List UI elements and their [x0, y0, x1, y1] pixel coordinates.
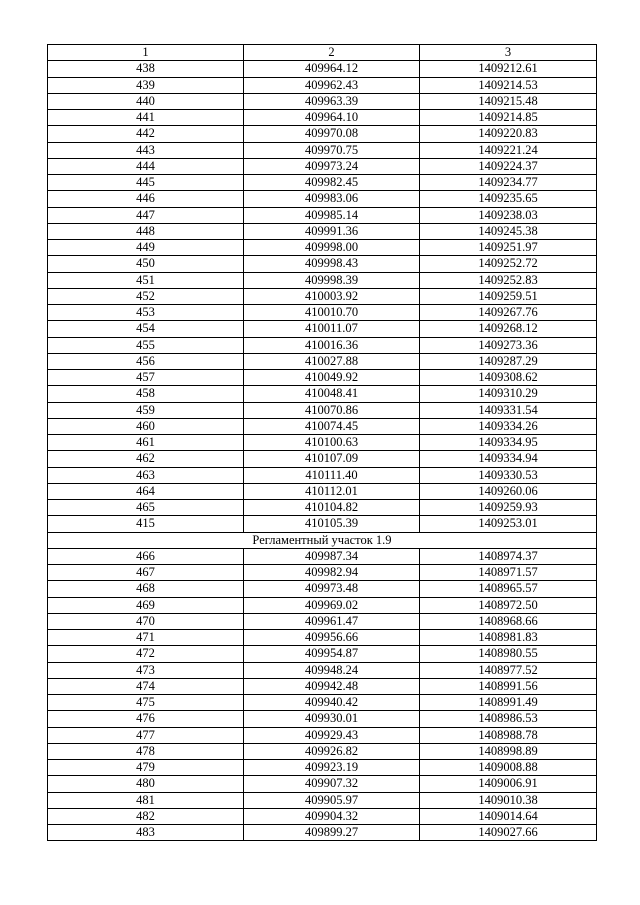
point-number-cell: 444 — [48, 158, 244, 174]
point-number-cell: 465 — [48, 500, 244, 516]
x-coordinate-cell: 409956.66 — [244, 630, 420, 646]
point-number-cell: 470 — [48, 613, 244, 629]
point-number-cell: 481 — [48, 792, 244, 808]
table-row — [48, 191, 597, 207]
point-number-cell: 441 — [48, 110, 244, 126]
x-coordinate-cell: 409985.14 — [244, 207, 420, 223]
x-coordinate-cell: 409930.01 — [244, 711, 420, 727]
x-coordinate-cell: 409948.24 — [244, 662, 420, 678]
coordinates-table — [47, 44, 597, 841]
table-row — [48, 483, 597, 499]
point-number-cell: 471 — [48, 630, 244, 646]
table-row — [48, 288, 597, 304]
x-coordinate-cell: 409907.32 — [244, 776, 420, 792]
x-coordinate-cell: 409998.43 — [244, 256, 420, 272]
x-coordinate-cell: 409964.10 — [244, 110, 420, 126]
y-coordinate-cell: 1409214.85 — [420, 110, 597, 126]
point-number-cell: 482 — [48, 808, 244, 824]
table-row — [48, 175, 597, 191]
point-number-cell: 477 — [48, 727, 244, 743]
y-coordinate-cell: 1409235.65 — [420, 191, 597, 207]
x-coordinate-cell: 409970.75 — [244, 142, 420, 158]
y-coordinate-cell: 1408986.53 — [420, 711, 597, 727]
table-row — [48, 142, 597, 158]
coordinates-table-body — [48, 45, 597, 841]
table-row — [48, 158, 597, 174]
y-coordinate-cell: 1409224.37 — [420, 158, 597, 174]
x-coordinate-cell: 409899.27 — [244, 825, 420, 841]
y-coordinate-cell: 1409252.83 — [420, 272, 597, 288]
y-coordinate-cell: 1408998.89 — [420, 743, 597, 759]
y-coordinate-cell: 1409260.06 — [420, 483, 597, 499]
point-number-cell: 468 — [48, 581, 244, 597]
table-row — [48, 630, 597, 646]
y-coordinate-cell: 1409027.66 — [420, 825, 597, 841]
y-coordinate-cell: 1409234.77 — [420, 175, 597, 191]
table-row — [48, 353, 597, 369]
y-coordinate-cell: 1409010.38 — [420, 792, 597, 808]
x-coordinate-cell: 409929.43 — [244, 727, 420, 743]
header-cell-x-coordinate: 2 — [244, 45, 420, 61]
table-row — [48, 825, 597, 841]
section-row — [48, 532, 597, 548]
point-number-cell: 483 — [48, 825, 244, 841]
y-coordinate-cell: 1409238.03 — [420, 207, 597, 223]
y-coordinate-cell: 1409214.53 — [420, 77, 597, 93]
point-number-cell: 438 — [48, 61, 244, 77]
x-coordinate-cell: 409982.94 — [244, 565, 420, 581]
table-row — [48, 792, 597, 808]
y-coordinate-cell: 1409308.62 — [420, 370, 597, 386]
table-row — [48, 207, 597, 223]
table-row — [48, 548, 597, 564]
y-coordinate-cell: 1409273.36 — [420, 337, 597, 353]
point-number-cell: 445 — [48, 175, 244, 191]
table-row — [48, 126, 597, 142]
y-coordinate-cell: 1409006.91 — [420, 776, 597, 792]
point-number-cell: 454 — [48, 321, 244, 337]
y-coordinate-cell: 1409330.53 — [420, 467, 597, 483]
table-row — [48, 110, 597, 126]
table-row — [48, 597, 597, 613]
point-number-cell: 457 — [48, 370, 244, 386]
y-coordinate-cell: 1409245.38 — [420, 223, 597, 239]
x-coordinate-cell: 410107.09 — [244, 451, 420, 467]
x-coordinate-cell: 410011.07 — [244, 321, 420, 337]
x-coordinate-cell: 409998.39 — [244, 272, 420, 288]
section-title: Регламентный участок 1.9 — [48, 532, 597, 548]
y-coordinate-cell: 1409310.29 — [420, 386, 597, 402]
x-coordinate-cell: 409942.48 — [244, 678, 420, 694]
point-number-cell: 463 — [48, 467, 244, 483]
point-number-cell: 447 — [48, 207, 244, 223]
point-number-cell: 449 — [48, 240, 244, 256]
y-coordinate-cell: 1409014.64 — [420, 808, 597, 824]
table-row — [48, 451, 597, 467]
y-coordinate-cell: 1408974.37 — [420, 548, 597, 564]
point-number-cell: 469 — [48, 597, 244, 613]
x-coordinate-cell: 409987.34 — [244, 548, 420, 564]
y-coordinate-cell: 1409334.26 — [420, 418, 597, 434]
point-number-cell: 452 — [48, 288, 244, 304]
y-coordinate-cell: 1408988.78 — [420, 727, 597, 743]
header-cell-y-coordinate: 3 — [420, 45, 597, 61]
y-coordinate-cell: 1409259.51 — [420, 288, 597, 304]
y-coordinate-cell: 1408965.57 — [420, 581, 597, 597]
x-coordinate-cell: 409954.87 — [244, 646, 420, 662]
y-coordinate-cell: 1409287.29 — [420, 353, 597, 369]
table-row — [48, 223, 597, 239]
point-number-cell: 480 — [48, 776, 244, 792]
point-number-cell: 460 — [48, 418, 244, 434]
point-number-cell: 439 — [48, 77, 244, 93]
y-coordinate-cell: 1408977.52 — [420, 662, 597, 678]
table-row — [48, 386, 597, 402]
table-row — [48, 678, 597, 694]
point-number-cell: 474 — [48, 678, 244, 694]
table-row — [48, 337, 597, 353]
y-coordinate-cell: 1409252.72 — [420, 256, 597, 272]
point-number-cell: 464 — [48, 483, 244, 499]
point-number-cell: 440 — [48, 93, 244, 109]
y-coordinate-cell: 1408991.56 — [420, 678, 597, 694]
x-coordinate-cell: 409963.39 — [244, 93, 420, 109]
y-coordinate-cell: 1409251.97 — [420, 240, 597, 256]
x-coordinate-cell: 410070.86 — [244, 402, 420, 418]
table-row — [48, 256, 597, 272]
table-row — [48, 467, 597, 483]
point-number-cell: 443 — [48, 142, 244, 158]
table-row — [48, 77, 597, 93]
table-row — [48, 418, 597, 434]
point-number-cell: 475 — [48, 695, 244, 711]
point-number-cell: 455 — [48, 337, 244, 353]
point-number-cell: 467 — [48, 565, 244, 581]
point-number-cell: 472 — [48, 646, 244, 662]
point-number-cell: 466 — [48, 548, 244, 564]
x-coordinate-cell: 410003.92 — [244, 288, 420, 304]
x-coordinate-cell: 409970.08 — [244, 126, 420, 142]
point-number-cell: 462 — [48, 451, 244, 467]
point-number-cell: 451 — [48, 272, 244, 288]
table-row — [48, 743, 597, 759]
point-number-cell: 442 — [48, 126, 244, 142]
table-row — [48, 516, 597, 532]
y-coordinate-cell: 1409215.48 — [420, 93, 597, 109]
table-row — [48, 646, 597, 662]
x-coordinate-cell: 409904.32 — [244, 808, 420, 824]
table-row — [48, 760, 597, 776]
y-coordinate-cell: 1409334.95 — [420, 435, 597, 451]
point-number-cell: 479 — [48, 760, 244, 776]
y-coordinate-cell: 1409268.12 — [420, 321, 597, 337]
x-coordinate-cell: 410048.41 — [244, 386, 420, 402]
point-number-cell: 456 — [48, 353, 244, 369]
x-coordinate-cell: 409991.36 — [244, 223, 420, 239]
x-coordinate-cell: 410100.63 — [244, 435, 420, 451]
y-coordinate-cell: 1409334.94 — [420, 451, 597, 467]
table-row — [48, 402, 597, 418]
table-row — [48, 93, 597, 109]
x-coordinate-cell: 410010.70 — [244, 305, 420, 321]
point-number-cell: 415 — [48, 516, 244, 532]
x-coordinate-cell: 409905.97 — [244, 792, 420, 808]
x-coordinate-cell: 410111.40 — [244, 467, 420, 483]
table-header-row — [48, 45, 597, 61]
y-coordinate-cell: 1408971.57 — [420, 565, 597, 581]
x-coordinate-cell: 409964.12 — [244, 61, 420, 77]
y-coordinate-cell: 1409008.88 — [420, 760, 597, 776]
y-coordinate-cell: 1409221.24 — [420, 142, 597, 158]
table-row — [48, 808, 597, 824]
table-row — [48, 776, 597, 792]
y-coordinate-cell: 1409212.61 — [420, 61, 597, 77]
point-number-cell: 446 — [48, 191, 244, 207]
y-coordinate-cell: 1408991.49 — [420, 695, 597, 711]
x-coordinate-cell: 410112.01 — [244, 483, 420, 499]
table-row — [48, 435, 597, 451]
point-number-cell: 450 — [48, 256, 244, 272]
point-number-cell: 478 — [48, 743, 244, 759]
x-coordinate-cell: 409973.24 — [244, 158, 420, 174]
table-row — [48, 727, 597, 743]
point-number-cell: 448 — [48, 223, 244, 239]
table-row — [48, 305, 597, 321]
table-row — [48, 240, 597, 256]
table-row — [48, 61, 597, 77]
point-number-cell: 473 — [48, 662, 244, 678]
x-coordinate-cell: 409961.47 — [244, 613, 420, 629]
y-coordinate-cell: 1409331.54 — [420, 402, 597, 418]
x-coordinate-cell: 409983.06 — [244, 191, 420, 207]
x-coordinate-cell: 410104.82 — [244, 500, 420, 516]
table-row — [48, 370, 597, 386]
x-coordinate-cell: 410027.88 — [244, 353, 420, 369]
point-number-cell: 476 — [48, 711, 244, 727]
table-row — [48, 321, 597, 337]
y-coordinate-cell: 1408968.66 — [420, 613, 597, 629]
point-number-cell: 459 — [48, 402, 244, 418]
table-row — [48, 695, 597, 711]
y-coordinate-cell: 1409220.83 — [420, 126, 597, 142]
y-coordinate-cell: 1408980.55 — [420, 646, 597, 662]
x-coordinate-cell: 409998.00 — [244, 240, 420, 256]
x-coordinate-cell: 410105.39 — [244, 516, 420, 532]
y-coordinate-cell: 1409259.93 — [420, 500, 597, 516]
table-row — [48, 662, 597, 678]
x-coordinate-cell: 409962.43 — [244, 77, 420, 93]
x-coordinate-cell: 410049.92 — [244, 370, 420, 386]
y-coordinate-cell: 1408981.83 — [420, 630, 597, 646]
x-coordinate-cell: 409982.45 — [244, 175, 420, 191]
y-coordinate-cell: 1409267.76 — [420, 305, 597, 321]
table-row — [48, 613, 597, 629]
x-coordinate-cell: 410016.36 — [244, 337, 420, 353]
table-row — [48, 500, 597, 516]
point-number-cell: 458 — [48, 386, 244, 402]
x-coordinate-cell: 410074.45 — [244, 418, 420, 434]
table-row — [48, 581, 597, 597]
x-coordinate-cell: 409940.42 — [244, 695, 420, 711]
point-number-cell: 461 — [48, 435, 244, 451]
y-coordinate-cell: 1409253.01 — [420, 516, 597, 532]
x-coordinate-cell: 409969.02 — [244, 597, 420, 613]
table-row — [48, 565, 597, 581]
table-row — [48, 711, 597, 727]
table-row — [48, 272, 597, 288]
point-number-cell: 453 — [48, 305, 244, 321]
x-coordinate-cell: 409973.48 — [244, 581, 420, 597]
x-coordinate-cell: 409926.82 — [244, 743, 420, 759]
header-cell-point-number: 1 — [48, 45, 244, 61]
y-coordinate-cell: 1408972.50 — [420, 597, 597, 613]
x-coordinate-cell: 409923.19 — [244, 760, 420, 776]
